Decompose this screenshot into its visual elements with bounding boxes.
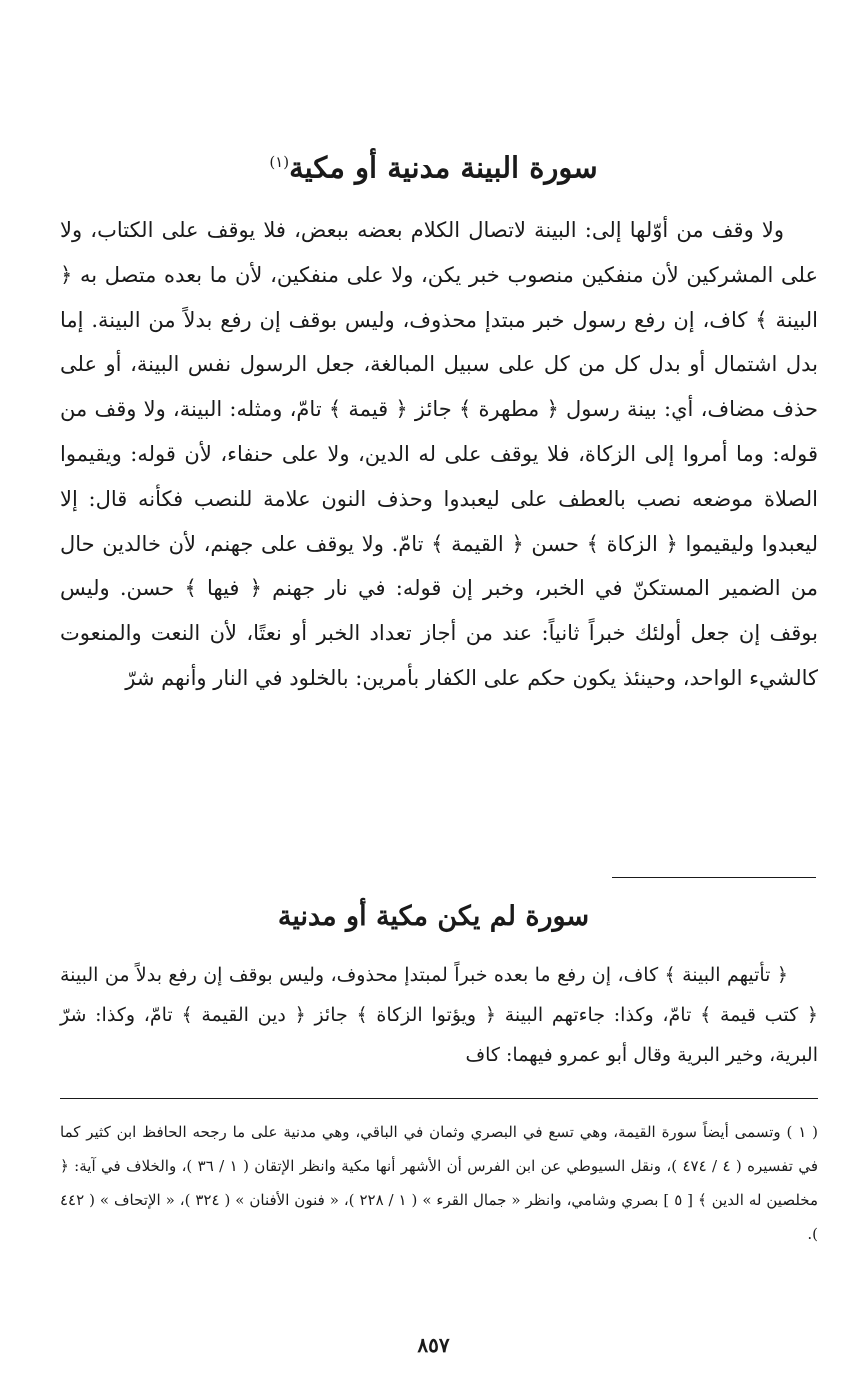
- section-title-albayyinah: [60, 140, 807, 190]
- section-divider: [612, 877, 816, 878]
- section-title-text: سورة البينة مدنية أو مكية: [289, 150, 598, 185]
- paragraph: ولا وقف من أوّلها إلى: البينة لاتصال الكلام بعضه ببعض، فلا يوقف على الكتاب، ولا على المشركين لأن منفكين منصوب خبر يكن، ولا على منفكين، لأن ما بعده متصل به ﴿ البينة ﴾ كاف، إن رفع رسول خبر مبتدإ محذوف، وليس بوقف إن رفع بدلاً من البينة. إما بدل اشتمال أو بدل كل من كل على سبيل المبالغة، جعل الرسول نفس البينة، أو على حذف مضاف، أي: بينة رسول ﴿ مطهرة ﴾ جائز ﴿ قيمة ﴾ تامّ، ومثله: البينة، ولا وقف من قوله: وما أمروا إلى الزكاة، فلا يوقف على له الدين، ولا على حنفاء، لأن قوله: ويقيموا الصلاة موضعه نصب بالعطف على ليعبدوا وحذف النون علامة للنصب فكأنه قال: إلا ليعبدوا وليقيموا ﴿ الزكاة ﴾ حسن ﴿ القيمة ﴾ تامّ. ولا يوقف على جهنم، لأن خالدين حال من الضمير المستكنّ في الخبر، وخبر إن قوله: في نار جهنم ﴿ فيها ﴾ حسن. وليس بوقف إن جعل أولئك خبراً ثانياً: عند من أجاز تعداد الخبر أو نعتًا، لأن النعت والمنعوت كالشيء الواحد، وحينئذ يكون حكم على الكفار بأمرين: بالخلود في النار وأنهم شرّ: [60, 218, 818, 690]
- section-body-lam-yakun: [60, 955, 818, 1075]
- footnotes: [60, 1115, 818, 1251]
- page-number: ٨٥٧: [417, 1333, 450, 1357]
- footnote-1: ( ١ ) وتسمى أيضاً سورة القيمة، وهي تسع في البصري وثمان في الباقي، وهي مدنية على ما رجحه الحافظ ابن كثير كما في تفسيره ( ٤ / ٤٧٤ )، ونقل السيوطي عن ابن الفرس أن الأشهر أنها مكية وانظر الإتقان ( ١ / ٣٦ )، والخلاف في آية: ﴿ مخلصين له الدين ﴾ [ ٥ ] بصري وشامي، وانظر « جمال القرء » ( ١ / ٢٢٨ )، « فنون الأفنان » ( ٣٢٤ )، « الإتحاف » ( ٤٤٢ ).: [60, 1123, 819, 1243]
- paragraph: ﴿ تأتيهم البينة ﴾ كاف، إن رفع ما بعده خبراً لمبتدإ محذوف، وليس بوقف إن رفع بدلاً من البينة ﴿ كتب قيمة ﴾ تامّ، وكذا: جاءتهم البينة ﴿ ويؤتوا الزكاة ﴾ جائز ﴿ دين القيمة ﴾ تامّ، وكذا: شرّ البرية، وخير البرية وقال أبو عمرو فيهما: كاف: [60, 964, 818, 1066]
- footnote-divider: [60, 1098, 818, 1099]
- section-title-lam-yakun: سورة لم يكن مكية أو مدنية: [277, 901, 590, 932]
- section-body-albayyinah: [60, 208, 818, 701]
- footnote-reference[interactable]: (١): [269, 153, 290, 171]
